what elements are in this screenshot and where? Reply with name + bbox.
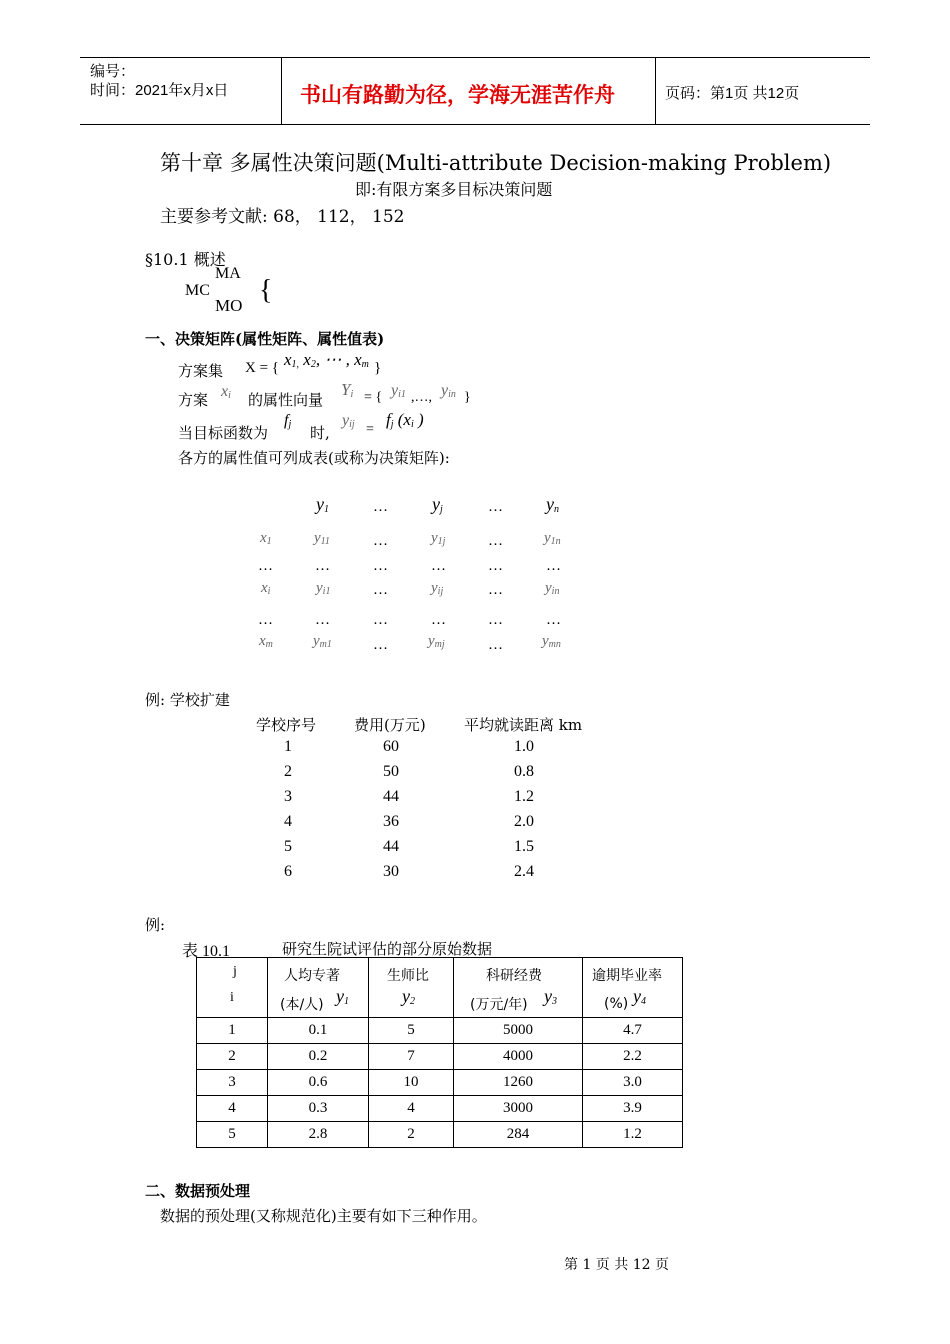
- section-10-1-heading: §10.1 概述: [145, 250, 226, 269]
- header-top-rule: [80, 57, 870, 58]
- matrix-cell: …: [315, 558, 330, 574]
- decision-matrix-intro: 各方的属性值可列成表(或称为决策矩阵):: [178, 449, 450, 467]
- col-header-bottom: (%): [604, 996, 629, 1012]
- chapter-subtitle: 即:有限方案多目标决策问题: [355, 180, 553, 199]
- table-number: 表 10.1: [182, 943, 231, 960]
- matrix-cell: …: [431, 612, 446, 628]
- references-line: 主要参考文献: 68， 112， 152: [160, 207, 405, 227]
- matrix-cell: …: [373, 582, 388, 598]
- school-table-cell: 2.0: [514, 813, 534, 830]
- col-header-top: 人均专著: [284, 968, 340, 984]
- alternative-set-expression: $x_{1,}$ $x_2$, ⋯ , $x_m$: [284, 350, 369, 370]
- matrix-cell: …: [373, 558, 388, 574]
- school-table-cell: 6: [284, 863, 292, 880]
- part2-heading: 二、数据预处理: [145, 1182, 251, 1200]
- school-col-header: 平均就读距离 km: [464, 716, 583, 734]
- mo-label: MO: [215, 296, 243, 315]
- table-cell: 2.8: [268, 1122, 369, 1148]
- matrix-row-x1: $x_1$: [260, 530, 272, 547]
- matrix-cell: …: [488, 558, 503, 574]
- attribute-vector-yin: $y_{in}$: [441, 382, 456, 400]
- school-table-cell: 1.5: [514, 838, 534, 855]
- table-cell: 4: [369, 1096, 454, 1122]
- matrix-col-ellipsis: …: [488, 499, 503, 515]
- col-header-monographs: [268, 958, 369, 1018]
- objective-yij: $y_{ij}$: [342, 412, 355, 430]
- table-cell: 4: [197, 1096, 268, 1122]
- school-col-header: 学校序号: [256, 716, 317, 734]
- example2-label: 例:: [145, 916, 166, 934]
- matrix-cell: $y_{ij}$: [431, 580, 444, 597]
- objective-function-label: 当目标函数为: [178, 424, 269, 442]
- table-cell: 284: [454, 1122, 583, 1148]
- graduate-school-data-table: [196, 957, 683, 1148]
- matrix-cell: $y_{mj}$: [428, 633, 445, 650]
- table-cell: 0.6: [268, 1070, 369, 1096]
- school-table-cell: 36: [383, 813, 399, 830]
- matrix-cell: …: [488, 533, 503, 549]
- table-row: [197, 1122, 683, 1148]
- school-table-cell: 5: [284, 838, 292, 855]
- brace-symbol: {: [259, 275, 273, 306]
- table-cell: 0.3: [268, 1096, 369, 1122]
- corner-i: i: [230, 990, 234, 1005]
- matrix-cell: …: [258, 558, 273, 574]
- objective-fj-xi: $f_j$ ($x_i$ ): [386, 410, 424, 430]
- col-var-y2: $y_2$: [402, 986, 415, 1007]
- school-table-cell: 2: [284, 763, 292, 780]
- table-caption: 研究生院试评估的部分原始数据: [282, 940, 493, 958]
- mc-label: MC: [185, 282, 210, 299]
- example1-label: 例: 学校扩建: [145, 691, 230, 709]
- header-bottom-rule: [80, 124, 870, 125]
- col-header-top: 科研经费: [486, 968, 542, 984]
- matrix-cell: …: [546, 558, 561, 574]
- header-page-label: 页码：第1页 共12页: [665, 85, 800, 102]
- matrix-row-xm: $x_m$: [259, 633, 273, 650]
- matrix-cell: …: [431, 558, 446, 574]
- table-cell: 5: [369, 1018, 454, 1044]
- matrix-cell: …: [373, 533, 388, 549]
- table-cell: 1260: [454, 1070, 583, 1096]
- school-table-cell: 60: [383, 738, 399, 755]
- table-cell: 4.7: [583, 1018, 683, 1044]
- objective-fj: $f_j$: [284, 412, 292, 430]
- col-header-top: 生师比: [387, 968, 429, 984]
- matrix-cell: $y_{11}$: [314, 530, 330, 547]
- col-var-y3: $y_3$: [544, 986, 557, 1007]
- table-cell: 5: [197, 1122, 268, 1148]
- school-table-cell: 44: [383, 838, 399, 855]
- matrix-cell: …: [315, 612, 330, 628]
- table-cell: 1.2: [583, 1122, 683, 1148]
- table-cell: 1: [197, 1018, 268, 1044]
- footer-page-number: 第 1 页 共 12 页: [564, 1257, 669, 1273]
- school-table-cell: 2.4: [514, 863, 534, 880]
- col-header-top: 逾期毕业率: [592, 968, 662, 984]
- alternative-set-open: X = {: [245, 360, 279, 376]
- matrix-cell: $y_{in}$: [545, 580, 560, 597]
- alternative-xi: $x_i$: [221, 383, 231, 401]
- table-cell: 3: [197, 1070, 268, 1096]
- matrix-cell: …: [373, 612, 388, 628]
- col-header-bottom: (万元/年): [470, 997, 528, 1013]
- matrix-cell: $y_{m1}$: [313, 633, 332, 650]
- col-header-funding: [454, 958, 583, 1018]
- table-cell: 5000: [454, 1018, 583, 1044]
- matrix-row-xi: $x_i$: [261, 580, 271, 597]
- header-divider-right: [655, 57, 656, 124]
- matrix-col-yn: $y_n$: [546, 494, 559, 515]
- table-cell: 2.2: [583, 1044, 683, 1070]
- alternative-label: 方案: [178, 391, 209, 409]
- attribute-vector-eq: = {: [364, 390, 383, 405]
- chapter-title: 第十章 多属性决策问题(Multi-attribute Decision-making Problem): [160, 151, 832, 175]
- ma-label: MA: [215, 265, 241, 282]
- table-header-row: [197, 958, 683, 1018]
- attribute-vector-Yi: $Y_i$: [341, 380, 354, 400]
- header-divider-left: [281, 57, 282, 124]
- table-cell: 4000: [454, 1044, 583, 1070]
- matrix-cell: $y_{1n}$: [544, 530, 561, 547]
- school-table-cell: 30: [383, 863, 399, 880]
- table-cell: 7: [369, 1044, 454, 1070]
- objective-when: 时,: [310, 424, 330, 442]
- school-col-header: 费用(万元): [354, 716, 426, 734]
- alternative-set-label: 方案集: [178, 362, 224, 380]
- matrix-cell: $y_{mn}$: [542, 633, 561, 650]
- table-cell: 3.0: [583, 1070, 683, 1096]
- school-table-cell: 44: [383, 788, 399, 805]
- col-var-y1: $y_1$: [336, 986, 349, 1007]
- corner-cell: [197, 958, 268, 1018]
- objective-eq: =: [366, 422, 374, 437]
- header-time-label: 时间：2021年x月x日: [90, 82, 229, 99]
- col-header-delay: [583, 958, 683, 1018]
- table-cell: 3.9: [583, 1096, 683, 1122]
- attribute-vector-ellipsis: ,…,: [411, 390, 432, 405]
- attribute-vector-yi1: $y_{i1}$: [391, 382, 406, 400]
- table-row: [197, 1070, 683, 1096]
- corner-j: j: [233, 964, 237, 979]
- matrix-col-y1: $y_1$: [316, 494, 329, 515]
- matrix-cell: …: [488, 612, 503, 628]
- matrix-cell: …: [258, 612, 273, 628]
- matrix-col-yj: $y_j$: [432, 494, 443, 515]
- school-table-cell: 1: [284, 738, 292, 755]
- school-table-cell: 1.2: [514, 788, 534, 805]
- school-table-cell: 50: [383, 763, 399, 780]
- header-motto: 书山有路勤为径，学海无涯苦作舟: [300, 84, 615, 107]
- table-row: [197, 1096, 683, 1122]
- part2-text: 数据的预处理(又称规范化)主要有如下三种作用。: [160, 1207, 487, 1225]
- matrix-cell: …: [488, 582, 503, 598]
- header-number-label: 编号：: [90, 63, 136, 80]
- matrix-cell: $y_{1j}$: [431, 530, 446, 547]
- school-table-cell: 0.8: [514, 763, 534, 780]
- col-var-y4: $y_4$: [633, 986, 646, 1007]
- attribute-vector-label: 的属性向量: [248, 391, 324, 409]
- col-header-bottom: (本/人): [280, 997, 324, 1013]
- school-table-cell: 1.0: [514, 738, 534, 755]
- school-table-cell: 3: [284, 788, 292, 805]
- attribute-vector-close: }: [464, 390, 471, 405]
- school-table-cell: 4: [284, 813, 292, 830]
- matrix-cell: …: [488, 637, 503, 653]
- matrix-col-ellipsis: …: [373, 499, 388, 515]
- alternative-set-close: }: [374, 360, 382, 376]
- table-cell: 0.2: [268, 1044, 369, 1070]
- table-cell: 0.1: [268, 1018, 369, 1044]
- matrix-cell: $y_{i1}$: [316, 580, 331, 597]
- table-row: [197, 1044, 683, 1070]
- table-cell: 2: [369, 1122, 454, 1148]
- table-row: [197, 1018, 683, 1044]
- col-header-ratio: [369, 958, 454, 1018]
- matrix-cell: …: [373, 637, 388, 653]
- table-cell: 2: [197, 1044, 268, 1070]
- part1-heading: 一、决策矩阵(属性矩阵、属性值表): [145, 330, 385, 348]
- table-cell: 10: [369, 1070, 454, 1096]
- table-cell: 3000: [454, 1096, 583, 1122]
- matrix-cell: …: [546, 612, 561, 628]
